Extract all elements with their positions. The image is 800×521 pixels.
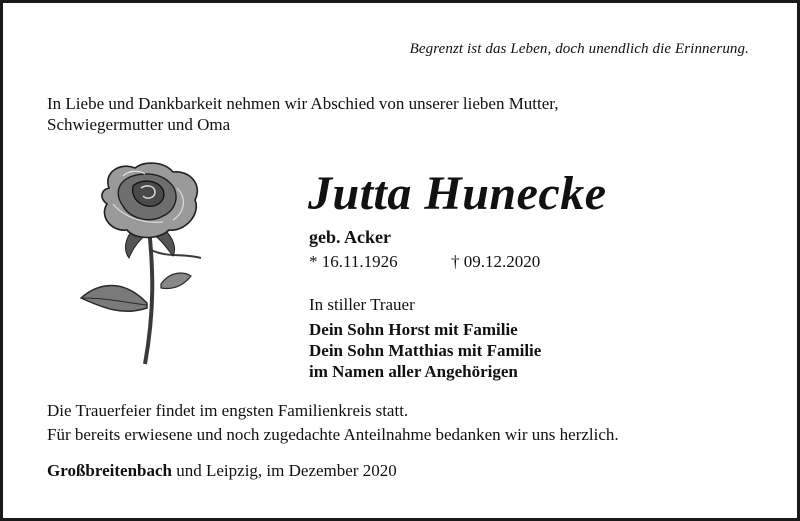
birth-date: * 16.11.1926 (309, 252, 398, 271)
service-line-1: Die Trauerfeier findet im engsten Familienkreis statt. (47, 401, 409, 420)
mourner-line: Dein Sohn Horst mit Familie (309, 320, 518, 339)
birth-name: geb. Acker (309, 227, 391, 247)
motto-quote: Begrenzt ist das Leben, doch unendlich die Erinnerung. (409, 41, 749, 57)
intro-line-2: Schwiegermutter und Oma (47, 115, 231, 134)
intro-text (47, 93, 687, 135)
mourning-intro: In stiller Trauer (309, 295, 415, 314)
service-line-2: Für bereits erwiesene und noch zugedachte Anteilnahme bedanken wir uns herzlich. (47, 425, 619, 444)
intro-line-1: In Liebe und Dankbarkeit nehmen wir Abschied von unserer lieben Mutter, (47, 94, 559, 113)
place-rest: und Leipzig, im Dezember 2020 (172, 461, 397, 480)
place-date (47, 461, 397, 481)
deceased-name: Jutta Hunecke (308, 167, 607, 220)
mourner-line: Dein Sohn Matthias mit Familie (309, 341, 542, 360)
rose-icon (73, 158, 213, 368)
mourner-line: im Namen aller Angehörigen (309, 362, 518, 381)
death-date: † 09.12.2020 (451, 252, 541, 271)
mourners-list (309, 319, 541, 382)
service-text (47, 399, 619, 447)
place-name: Großbreitenbach (47, 461, 172, 480)
